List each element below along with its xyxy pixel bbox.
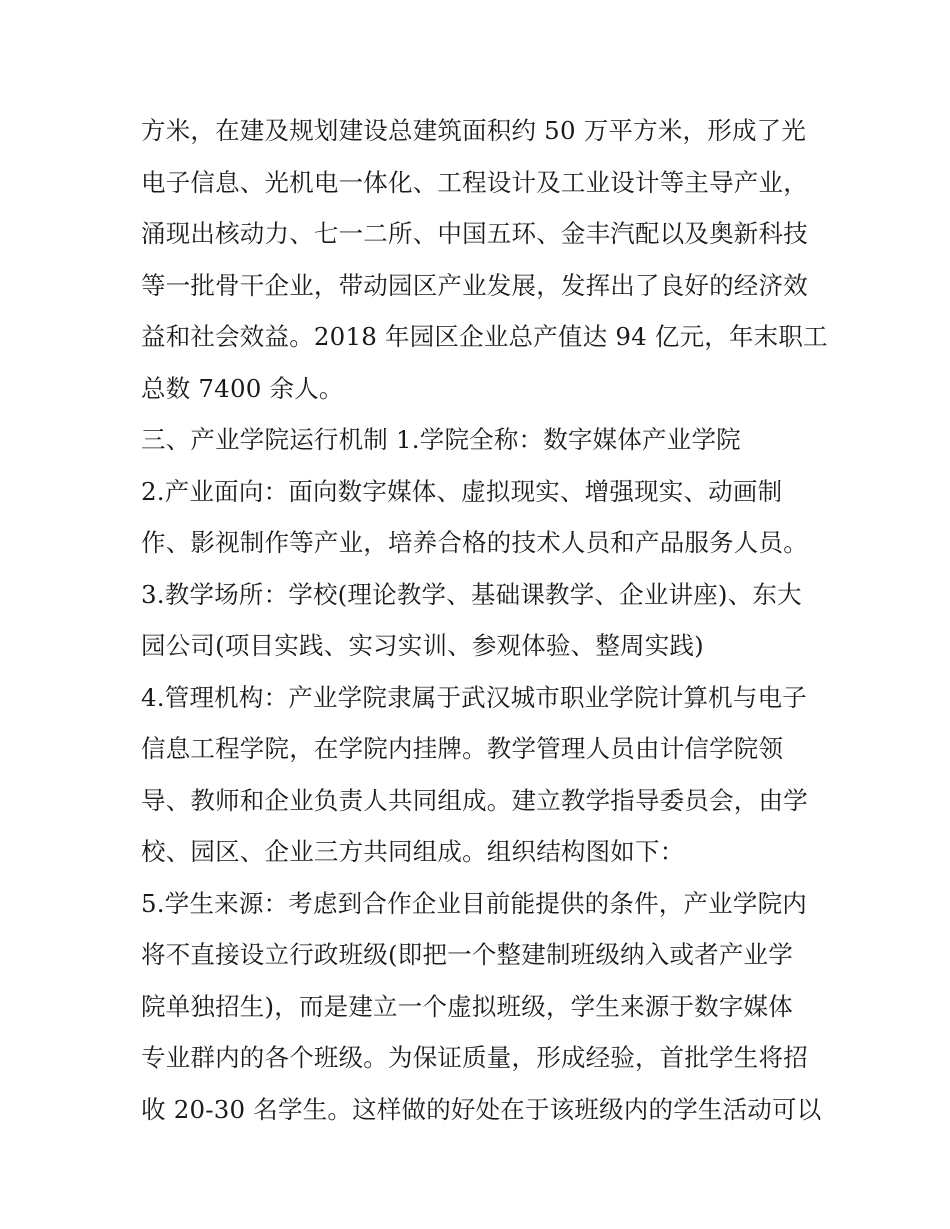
text-line: 院单独招生)，而是建立一个虚拟班级，学生来源于数字媒体 <box>141 991 793 1021</box>
text-line: 校、园区、企业三方共同组成。组织结构图如下： <box>141 837 685 866</box>
text-line: 总数 7400 余人。 <box>141 373 344 403</box>
text-line: 将不直接设立行政班级(即把一个整建制班级纳入或者产业学 <box>141 940 793 969</box>
section-heading-line: 三、产业学院运行机制 1.学院全称：数字媒体产业学院 <box>141 425 741 454</box>
text-line: 益和社会效益。2018 年园区企业总产值达 94 亿元，年末职工 <box>141 322 828 351</box>
text-line: 5.学生来源：考虑到合作企业目前能提供的条件，产业学院内 <box>141 888 807 918</box>
text-line: 导、教师和企业负责人共同组成。建立教学指导委员会，由学 <box>141 785 808 815</box>
document-page <box>141 110 828 1140</box>
text-line: 作、影视制作等产业，培养合格的技术人员和产品服务人员。 <box>141 528 808 557</box>
text-line: 信息工程学院，在学院内挂牌。教学管理人员由计信学院领 <box>141 734 784 763</box>
text-line: 电子信息、光机电一体化、工程设计及工业设计等主导产业， <box>141 167 808 197</box>
text-line: 等一批骨干企业，带动园区产业发展，发挥出了良好的经济效 <box>141 270 808 300</box>
text-line: 园公司(项目实践、实习实训、参观体验、整周实践) <box>141 631 704 660</box>
text-line: 收 20-30 名学生。这样做的好处在于该班级内的学生活动可以 <box>141 1094 822 1124</box>
text-line: 专业群内的各个班级。为保证质量，形成经验，首批学生将招 <box>141 1043 808 1072</box>
text-line: 3.教学场所：学校(理论教学、基础课教学、企业讲座)、东大 <box>141 579 802 609</box>
text-line: 方米，在建及规划建设总建筑面积约 50 万平方米，形成了光 <box>141 116 807 145</box>
text-line: 涌现出核动力、七一二所、中国五环、金丰汽配以及奥新科技 <box>141 219 808 248</box>
text-line: 4.管理机构：产业学院隶属于武汉城市职业学院计算机与电子 <box>141 682 807 712</box>
text-line: 2.产业面向：面向数字媒体、虚拟现实、增强现实、动画制 <box>141 476 783 506</box>
